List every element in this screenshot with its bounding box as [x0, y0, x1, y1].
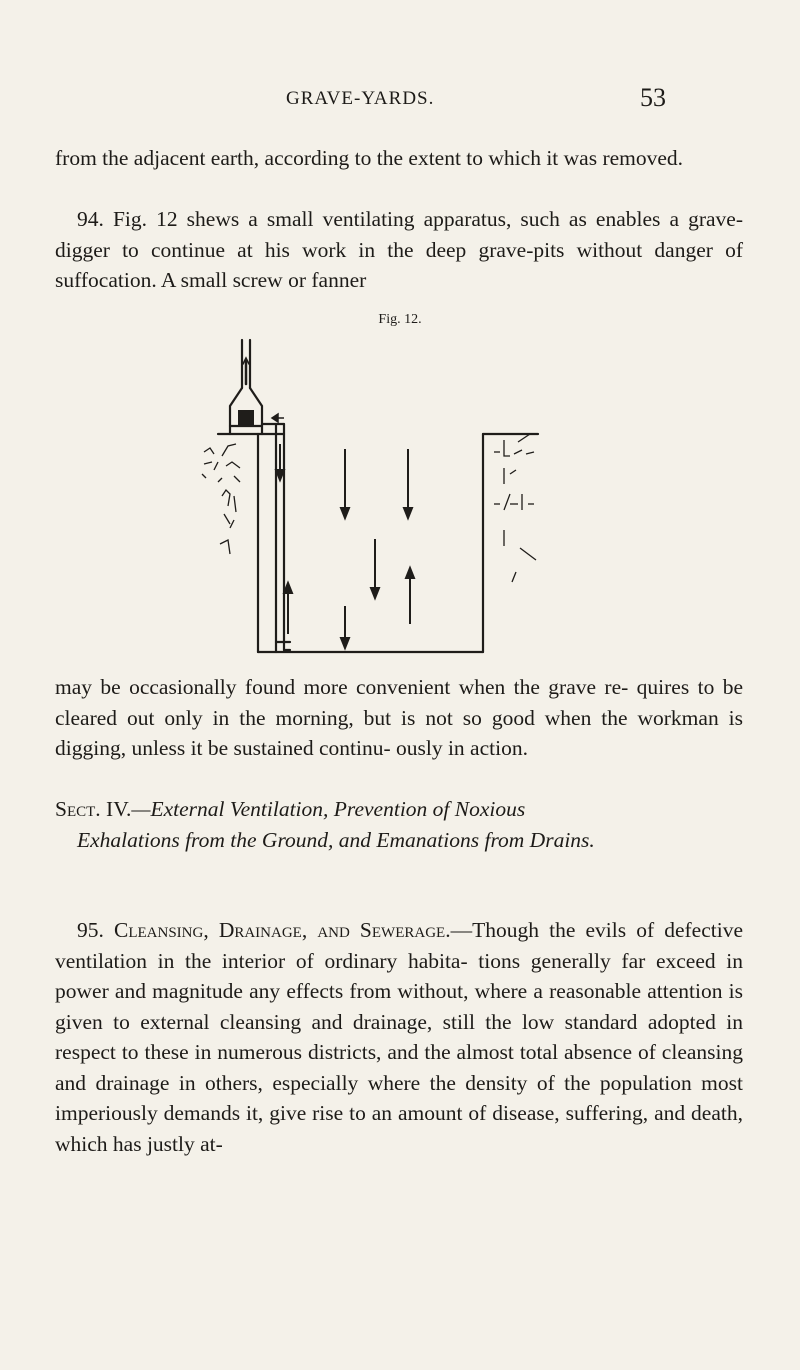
paragraph-94: 94. Fig. 12 shews a small ventilating apparatus, such as enables a grave-digger to continue at his work in the deep grave-pits without danger of suffocation. A small screw or fanner: [55, 207, 743, 292]
section-label: Sect. IV.: [55, 797, 132, 821]
figure-caption: Fig. 12.: [378, 312, 422, 327]
section-title-line2: Exhalations from the Ground, and Emanations from Drains.: [77, 827, 595, 852]
paragraph-continuation-2: may be occasionally found more convenient when the grave re- quires to be cleared out only in the morning, but is not so good when the workman is digging, unless it be sustained continu- ously in action.: [55, 675, 743, 760]
running-head: GRAVE-YARDS.: [286, 88, 435, 109]
paragraph-95-lead: 95. Cleansing, Drainage, and Sewerage.: [77, 918, 451, 942]
paragraph-95: [55, 915, 743, 1159]
section-heading: [55, 794, 743, 855]
page-number: 53: [640, 83, 666, 112]
paragraph-95-body: —Though the evils of defective ventilation in the interior of ordinary habita- tions generally far exceed in power and magnitude any effects from without, where a reasonable attention is given to external cleansing and drainage, still the low standard adopted in respect to these in numerous districts, and the almost total absence of cleansing and drainage in others, especially where the density of the population most imperiously demands it, give rise to an amount of disease, suffering, and death, which has justly at-: [55, 918, 743, 1156]
ventilating-apparatus-drawing: [200, 334, 540, 662]
page-header: [0, 83, 800, 118]
paragraph-continuation: from the adjacent earth, according to the extent to which it was removed.: [55, 146, 684, 170]
section-title-line1: —External Ventilation, Prevention of Noxious: [131, 797, 526, 821]
